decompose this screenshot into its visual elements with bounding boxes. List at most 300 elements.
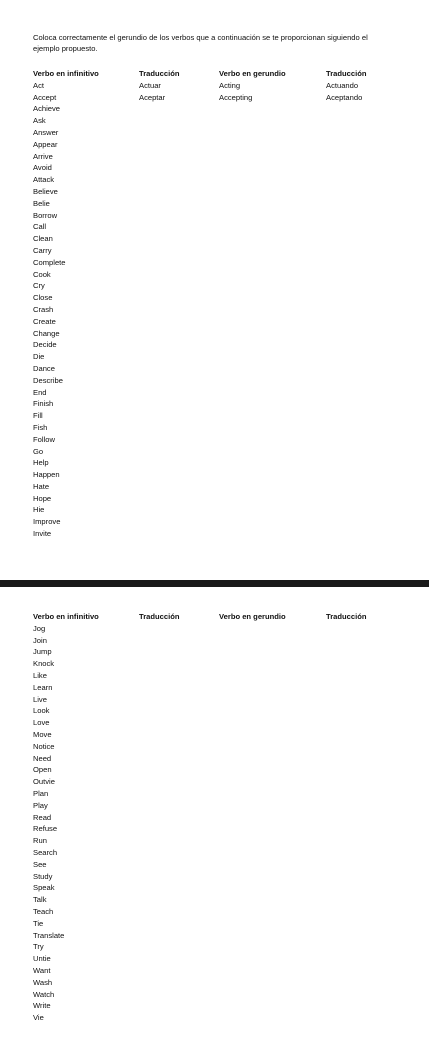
cell-gerund-translation xyxy=(326,646,396,658)
cell-infinitive: Help xyxy=(33,458,49,468)
cell-infinitive: Complete xyxy=(33,257,66,267)
cell-infinitive: Live xyxy=(33,694,47,704)
cell-gerund xyxy=(219,871,326,883)
cell-gerund xyxy=(219,717,326,729)
cell-gerund-translation xyxy=(326,906,396,918)
cell-gerund-translation xyxy=(326,375,396,387)
cell-gerund xyxy=(219,823,326,835)
cell-translation xyxy=(139,528,219,540)
cell-gerund xyxy=(219,1000,326,1012)
cell-gerund-translation xyxy=(326,457,396,469)
cell-translation xyxy=(139,823,219,835)
cell-gerund-translation xyxy=(326,363,396,375)
cell-translation: Actuar xyxy=(139,80,161,90)
cell-gerund-translation xyxy=(326,210,396,222)
cell-gerund-translation xyxy=(326,162,396,174)
cell-gerund xyxy=(219,788,326,800)
cell-gerund-translation xyxy=(326,670,396,682)
table-row xyxy=(33,776,396,788)
cell-gerund xyxy=(219,257,326,269)
cell-gerund xyxy=(219,221,326,233)
cell-infinitive: Follow xyxy=(33,434,55,444)
table-row xyxy=(33,304,396,316)
cell-gerund xyxy=(219,894,326,906)
cell-infinitive: Outvie xyxy=(33,777,55,787)
cell-infinitive: Hope xyxy=(33,493,52,503)
table-row xyxy=(33,151,396,163)
cell-translation xyxy=(139,764,219,776)
table-row xyxy=(33,363,396,375)
cell-gerund-translation xyxy=(326,941,396,953)
cell-translation xyxy=(139,741,219,753)
table-row xyxy=(33,446,396,458)
cell-gerund xyxy=(219,930,326,942)
cell-gerund-translation xyxy=(326,398,396,410)
cell-gerund-translation xyxy=(326,800,396,812)
cell-infinitive: Jog xyxy=(33,623,46,633)
cell-gerund xyxy=(219,776,326,788)
cell-translation xyxy=(139,139,219,151)
cell-translation xyxy=(139,989,219,1001)
cell-gerund-translation xyxy=(326,139,396,151)
cell-infinitive: Learn xyxy=(33,682,53,692)
cell-gerund-translation xyxy=(326,823,396,835)
header-gerund-translation: Traducción xyxy=(326,69,367,78)
cell-infinitive: Write xyxy=(33,1001,51,1011)
table-row xyxy=(33,269,396,281)
verb-table-1 xyxy=(33,68,396,540)
cell-translation xyxy=(139,446,219,458)
cell-gerund xyxy=(219,328,326,340)
table-row xyxy=(33,103,396,115)
cell-gerund xyxy=(219,422,326,434)
cell-gerund xyxy=(219,670,326,682)
cell-gerund xyxy=(219,269,326,281)
table-row xyxy=(33,92,396,104)
table-row xyxy=(33,812,396,824)
cell-gerund-translation xyxy=(326,977,396,989)
cell-infinitive: Untie xyxy=(33,954,51,964)
cell-infinitive: Appear xyxy=(33,139,58,149)
cell-infinitive: Ask xyxy=(33,116,46,126)
cell-gerund xyxy=(219,764,326,776)
cell-infinitive: Knock xyxy=(33,659,55,669)
cell-gerund xyxy=(219,351,326,363)
table-row xyxy=(33,233,396,245)
cell-infinitive: Attack xyxy=(33,175,55,185)
cell-infinitive: Teach xyxy=(33,906,54,916)
cell-translation xyxy=(139,918,219,930)
cell-gerund xyxy=(219,918,326,930)
cell-infinitive: Watch xyxy=(33,989,55,999)
cell-infinitive: Die xyxy=(33,352,45,362)
cell-infinitive: Finish xyxy=(33,399,54,409)
cell-translation xyxy=(139,906,219,918)
table-row xyxy=(33,292,396,304)
cell-gerund xyxy=(219,516,326,528)
cell-infinitive: Invite xyxy=(33,529,52,539)
cell-translation xyxy=(139,670,219,682)
cell-infinitive: Tie xyxy=(33,918,44,928)
cell-gerund xyxy=(219,339,326,351)
table-row xyxy=(33,953,396,965)
cell-translation xyxy=(139,103,219,115)
cell-translation xyxy=(139,682,219,694)
cell-gerund xyxy=(219,682,326,694)
table-row xyxy=(33,670,396,682)
cell-gerund xyxy=(219,280,326,292)
table-row xyxy=(33,328,396,340)
cell-infinitive: Search xyxy=(33,847,58,857)
cell-infinitive: Look xyxy=(33,706,50,716)
cell-infinitive: Carry xyxy=(33,245,52,255)
cell-gerund-translation xyxy=(326,717,396,729)
cell-translation xyxy=(139,221,219,233)
table-row xyxy=(33,753,396,765)
table-row xyxy=(33,941,396,953)
table-row xyxy=(33,257,396,269)
cell-gerund-translation xyxy=(326,859,396,871)
cell-gerund xyxy=(219,387,326,399)
cell-translation xyxy=(139,847,219,859)
cell-gerund xyxy=(219,151,326,163)
table-row xyxy=(33,210,396,222)
cell-gerund-translation xyxy=(326,280,396,292)
cell-gerund-translation xyxy=(326,918,396,930)
cell-translation xyxy=(139,705,219,717)
cell-gerund-translation xyxy=(326,1012,396,1024)
table-row xyxy=(33,977,396,989)
cell-gerund: Acting xyxy=(219,80,241,90)
table-row xyxy=(33,623,396,635)
cell-translation xyxy=(139,115,219,127)
cell-translation xyxy=(139,469,219,481)
cell-gerund-translation xyxy=(326,847,396,859)
cell-gerund xyxy=(219,103,326,115)
cell-translation xyxy=(139,245,219,257)
table-row xyxy=(33,221,396,233)
table-row xyxy=(33,174,396,186)
cell-gerund xyxy=(219,446,326,458)
cell-translation xyxy=(139,965,219,977)
cell-gerund-translation xyxy=(326,410,396,422)
cell-translation xyxy=(139,339,219,351)
table-row xyxy=(33,457,396,469)
cell-translation xyxy=(139,835,219,847)
cell-infinitive: Call xyxy=(33,222,47,232)
cell-gerund-translation xyxy=(326,658,396,670)
cell-translation xyxy=(139,127,219,139)
header-translation: Traducción xyxy=(139,612,180,621)
cell-infinitive: Translate xyxy=(33,930,65,940)
cell-gerund: Accepting xyxy=(219,92,253,102)
cell-infinitive: Describe xyxy=(33,375,63,385)
table-row xyxy=(33,186,396,198)
cell-gerund-translation xyxy=(326,422,396,434)
table-row xyxy=(33,139,396,151)
cell-gerund xyxy=(219,292,326,304)
table-row xyxy=(33,694,396,706)
cell-translation xyxy=(139,776,219,788)
cell-translation xyxy=(139,422,219,434)
cell-infinitive: Love xyxy=(33,718,50,728)
cell-infinitive: Avoid xyxy=(33,163,52,173)
cell-infinitive: Read xyxy=(33,812,52,822)
cell-translation xyxy=(139,363,219,375)
cell-gerund xyxy=(219,493,326,505)
cell-translation xyxy=(139,812,219,824)
cell-gerund xyxy=(219,835,326,847)
cell-gerund-translation: Actuando xyxy=(326,80,359,90)
cell-translation xyxy=(139,504,219,516)
cell-gerund xyxy=(219,741,326,753)
table-row xyxy=(33,882,396,894)
table-row xyxy=(33,859,396,871)
cell-gerund xyxy=(219,457,326,469)
cell-gerund-translation xyxy=(326,776,396,788)
cell-gerund xyxy=(219,363,326,375)
cell-gerund xyxy=(219,941,326,953)
cell-gerund xyxy=(219,115,326,127)
cell-translation xyxy=(139,210,219,222)
cell-infinitive: Decide xyxy=(33,340,57,350)
cell-gerund-translation xyxy=(326,245,396,257)
cell-translation xyxy=(139,457,219,469)
cell-gerund xyxy=(219,528,326,540)
cell-gerund-translation xyxy=(326,812,396,824)
cell-gerund xyxy=(219,127,326,139)
cell-infinitive: Vie xyxy=(33,1013,44,1023)
cell-translation xyxy=(139,1012,219,1024)
cell-gerund xyxy=(219,800,326,812)
cell-translation: Aceptar xyxy=(139,92,166,102)
table-row xyxy=(33,1000,396,1012)
cell-infinitive: Arrive xyxy=(33,151,53,161)
cell-infinitive: Play xyxy=(33,800,48,810)
cell-gerund xyxy=(219,410,326,422)
cell-infinitive: Refuse xyxy=(33,824,58,834)
cell-translation xyxy=(139,694,219,706)
cell-gerund xyxy=(219,162,326,174)
table-row xyxy=(33,729,396,741)
cell-gerund-translation xyxy=(326,882,396,894)
cell-translation xyxy=(139,635,219,647)
cell-infinitive: Belie xyxy=(33,198,50,208)
cell-gerund-translation xyxy=(326,504,396,516)
cell-translation xyxy=(139,941,219,953)
instructions-text: Coloca correctamente el gerundio de los verbos que a continuación se te proporcionan siguiendo el ejemplo propuesto. xyxy=(33,33,368,53)
cell-gerund-translation xyxy=(326,788,396,800)
cell-infinitive: Happen xyxy=(33,470,60,480)
table-row xyxy=(33,788,396,800)
cell-gerund-translation xyxy=(326,729,396,741)
cell-translation xyxy=(139,316,219,328)
cell-translation xyxy=(139,800,219,812)
cell-gerund xyxy=(219,753,326,765)
table-header-row xyxy=(33,611,396,623)
cell-gerund-translation xyxy=(326,151,396,163)
cell-infinitive: Crash xyxy=(33,304,54,314)
cell-translation xyxy=(139,186,219,198)
cell-infinitive: Go xyxy=(33,446,44,456)
table-row xyxy=(33,930,396,942)
cell-gerund-translation xyxy=(326,930,396,942)
cell-gerund-translation xyxy=(326,753,396,765)
cell-gerund-translation xyxy=(326,835,396,847)
cell-infinitive: Talk xyxy=(33,895,47,905)
table-row xyxy=(33,516,396,528)
table-row xyxy=(33,741,396,753)
table-row xyxy=(33,339,396,351)
cell-translation xyxy=(139,882,219,894)
cell-gerund-translation xyxy=(326,316,396,328)
cell-translation xyxy=(139,481,219,493)
table-row xyxy=(33,410,396,422)
cell-gerund xyxy=(219,658,326,670)
cell-gerund-translation xyxy=(326,387,396,399)
cell-gerund xyxy=(219,694,326,706)
cell-gerund-translation xyxy=(326,694,396,706)
cell-gerund xyxy=(219,316,326,328)
cell-translation xyxy=(139,434,219,446)
cell-gerund-translation xyxy=(326,481,396,493)
table-row xyxy=(33,127,396,139)
table-row xyxy=(33,800,396,812)
table-row xyxy=(33,469,396,481)
cell-infinitive: Need xyxy=(33,753,52,763)
cell-gerund xyxy=(219,977,326,989)
cell-infinitive: Cry xyxy=(33,281,45,291)
cell-gerund-translation xyxy=(326,705,396,717)
cell-infinitive: Hate xyxy=(33,481,50,491)
cell-infinitive: Improve xyxy=(33,517,61,527)
cell-translation xyxy=(139,977,219,989)
cell-infinitive: Like xyxy=(33,670,47,680)
cell-translation xyxy=(139,410,219,422)
cell-translation xyxy=(139,292,219,304)
table-row xyxy=(33,989,396,1001)
table-row xyxy=(33,871,396,883)
cell-infinitive: Notice xyxy=(33,741,55,751)
table-row xyxy=(33,316,396,328)
cell-gerund xyxy=(219,906,326,918)
cell-translation xyxy=(139,1000,219,1012)
cell-translation xyxy=(139,304,219,316)
table-row xyxy=(33,682,396,694)
cell-translation xyxy=(139,646,219,658)
cell-translation xyxy=(139,174,219,186)
cell-gerund-translation xyxy=(326,741,396,753)
table-row xyxy=(33,422,396,434)
cell-gerund xyxy=(219,174,326,186)
cell-infinitive: Run xyxy=(33,836,47,846)
table-row xyxy=(33,906,396,918)
cell-infinitive: Join xyxy=(33,635,47,645)
verb-table-2 xyxy=(33,611,396,1024)
cell-gerund xyxy=(219,623,326,635)
cell-gerund-translation xyxy=(326,257,396,269)
cell-infinitive: Change xyxy=(33,328,60,338)
table-row xyxy=(33,705,396,717)
table-row xyxy=(33,823,396,835)
cell-gerund-translation xyxy=(326,528,396,540)
table-row xyxy=(33,504,396,516)
table-row xyxy=(33,481,396,493)
cell-infinitive: Fish xyxy=(33,422,48,432)
cell-translation xyxy=(139,658,219,670)
cell-infinitive: Move xyxy=(33,729,52,739)
header-translation: Traducción xyxy=(139,69,180,78)
cell-gerund-translation xyxy=(326,446,396,458)
cell-gerund-translation xyxy=(326,292,396,304)
cell-gerund xyxy=(219,705,326,717)
cell-gerund xyxy=(219,198,326,210)
cell-gerund xyxy=(219,245,326,257)
cell-translation xyxy=(139,398,219,410)
table-row xyxy=(33,764,396,776)
cell-gerund xyxy=(219,859,326,871)
cell-gerund xyxy=(219,233,326,245)
table-row xyxy=(33,894,396,906)
table-row xyxy=(33,375,396,387)
cell-gerund xyxy=(219,139,326,151)
cell-gerund xyxy=(219,1012,326,1024)
cell-translation xyxy=(139,233,219,245)
cell-translation xyxy=(139,729,219,741)
cell-gerund-translation xyxy=(326,493,396,505)
cell-infinitive: Answer xyxy=(33,127,59,137)
cell-translation xyxy=(139,198,219,210)
cell-infinitive: See xyxy=(33,859,47,869)
cell-gerund-translation xyxy=(326,351,396,363)
cell-gerund-translation xyxy=(326,233,396,245)
table-row xyxy=(33,387,396,399)
cell-gerund-translation xyxy=(326,174,396,186)
cell-gerund-translation xyxy=(326,871,396,883)
table-row xyxy=(33,965,396,977)
cell-translation xyxy=(139,328,219,340)
cell-gerund-translation xyxy=(326,965,396,977)
header-infinitive: Verbo en infinitivo xyxy=(33,69,99,78)
page-separator xyxy=(0,580,429,587)
cell-infinitive: Plan xyxy=(33,788,49,798)
cell-translation xyxy=(139,375,219,387)
table-row xyxy=(33,493,396,505)
cell-gerund xyxy=(219,469,326,481)
cell-infinitive: Wash xyxy=(33,977,53,987)
cell-infinitive: Act xyxy=(33,80,44,90)
table-row xyxy=(33,198,396,210)
cell-infinitive: Clean xyxy=(33,234,53,244)
header-gerund: Verbo en gerundio xyxy=(219,612,286,621)
cell-gerund xyxy=(219,882,326,894)
cell-gerund xyxy=(219,186,326,198)
cell-gerund-translation xyxy=(326,269,396,281)
cell-gerund xyxy=(219,504,326,516)
cell-gerund-translation xyxy=(326,339,396,351)
cell-infinitive: Study xyxy=(33,871,53,881)
table-row xyxy=(33,434,396,446)
table-row xyxy=(33,398,396,410)
table-row xyxy=(33,280,396,292)
header-gerund-translation: Traducción xyxy=(326,612,367,621)
cell-infinitive: Cook xyxy=(33,269,51,279)
table-row xyxy=(33,646,396,658)
cell-gerund xyxy=(219,375,326,387)
cell-infinitive: Believe xyxy=(33,186,58,196)
cell-gerund-translation xyxy=(326,103,396,115)
cell-gerund xyxy=(219,646,326,658)
